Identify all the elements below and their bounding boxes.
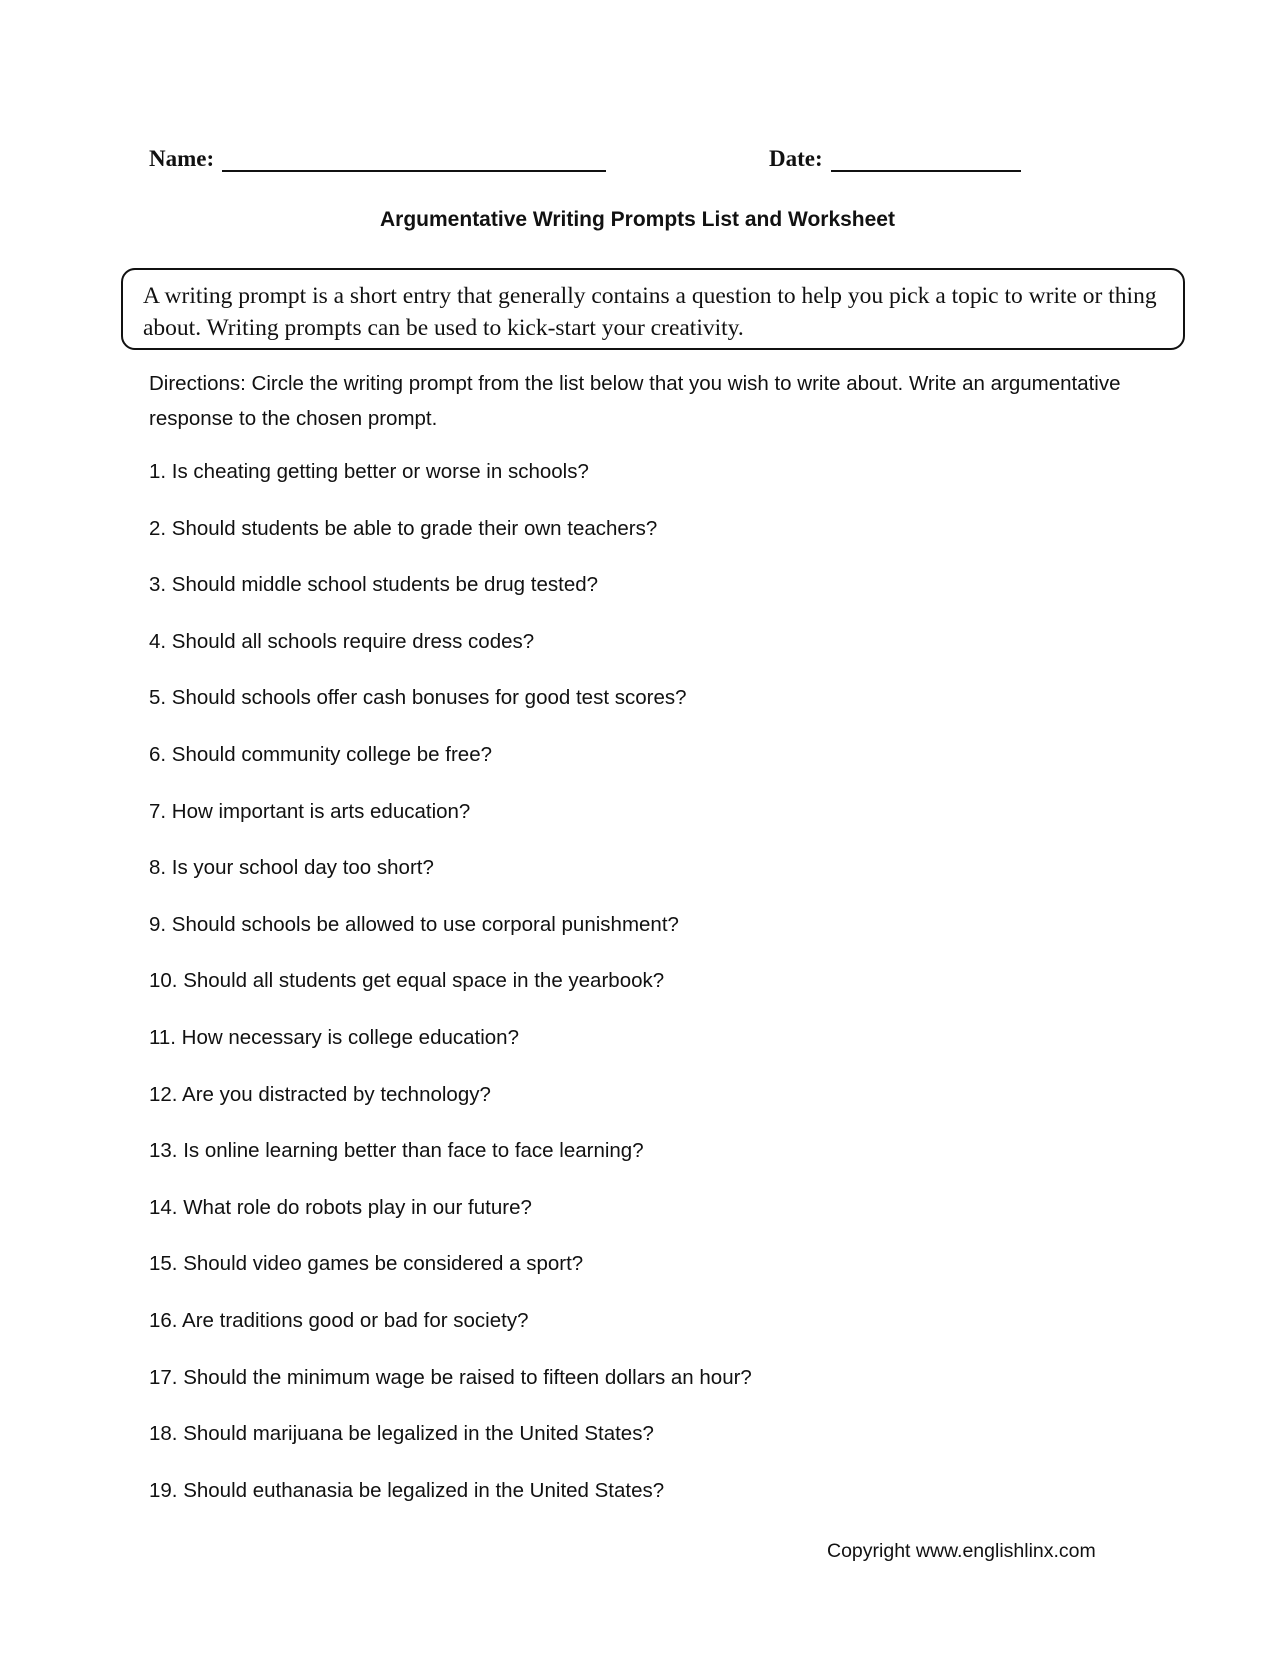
directions-text: Directions: Circle the writing prompt from the list below that you wish to write about. Write an argumentative response to the chosen prompt.	[149, 372, 1121, 430]
name-blank-line[interactable]	[222, 148, 606, 172]
prompts-list	[149, 460, 752, 1535]
date-label: Date:	[769, 146, 823, 171]
prompt-item[interactable]: 6. Should community college be free?	[149, 742, 493, 766]
prompt-item[interactable]: 16. Are traditions good or bad for society?	[149, 1308, 529, 1332]
prompt-item[interactable]: 14. What role do robots play in our future?	[149, 1195, 532, 1219]
prompt-item[interactable]: 13. Is online learning better than face to face learning?	[149, 1139, 644, 1163]
prompt-item[interactable]: 3. Should middle school students be drug tested?	[149, 573, 599, 597]
copyright-notice: Copyright www.englishlinx.com	[827, 1540, 1096, 1562]
date-field-group	[769, 146, 1021, 172]
prompt-item[interactable]: 10. Should all students get equal space in the yearbook?	[149, 969, 665, 993]
name-label: Name:	[149, 146, 215, 171]
prompt-item[interactable]: 12. Are you distracted by technology?	[149, 1082, 491, 1106]
prompt-item[interactable]: 5. Should schools offer cash bonuses for good test scores?	[149, 686, 687, 710]
worksheet-title: Argumentative Writing Prompts List and Worksheet	[380, 208, 895, 231]
student-info-header	[149, 146, 1029, 186]
prompt-item[interactable]: 9. Should schools be allowed to use corporal punishment?	[149, 912, 679, 936]
prompt-item[interactable]: 19. Should euthanasia be legalized in the United States?	[149, 1478, 665, 1502]
prompt-item[interactable]: 8. Is your school day too short?	[149, 856, 434, 880]
intro-box: A writing prompt is a short entry that generally contains a question to help you pick a topic to write or thing about. Writing prompts can be used to kick-start your creativity.	[121, 268, 1185, 350]
date-blank-line[interactable]	[831, 148, 1021, 172]
prompt-item[interactable]: 2. Should students be able to grade their own teachers?	[149, 516, 658, 540]
prompt-item[interactable]: 15. Should video games be considered a sport?	[149, 1252, 584, 1276]
prompt-item[interactable]: 7. How important is arts education?	[149, 799, 471, 823]
prompt-item[interactable]: 4. Should all schools require dress codes?	[149, 629, 535, 653]
prompt-item[interactable]: 1. Is cheating getting better or worse in schools?	[149, 460, 589, 483]
prompt-item[interactable]: 17. Should the minimum wage be raised to fifteen dollars an hour?	[149, 1365, 752, 1389]
prompt-item[interactable]: 11. How necessary is college education?	[149, 1025, 519, 1049]
prompt-item[interactable]: 18. Should marijuana be legalized in the United States?	[149, 1422, 654, 1446]
name-field-group	[149, 146, 606, 172]
